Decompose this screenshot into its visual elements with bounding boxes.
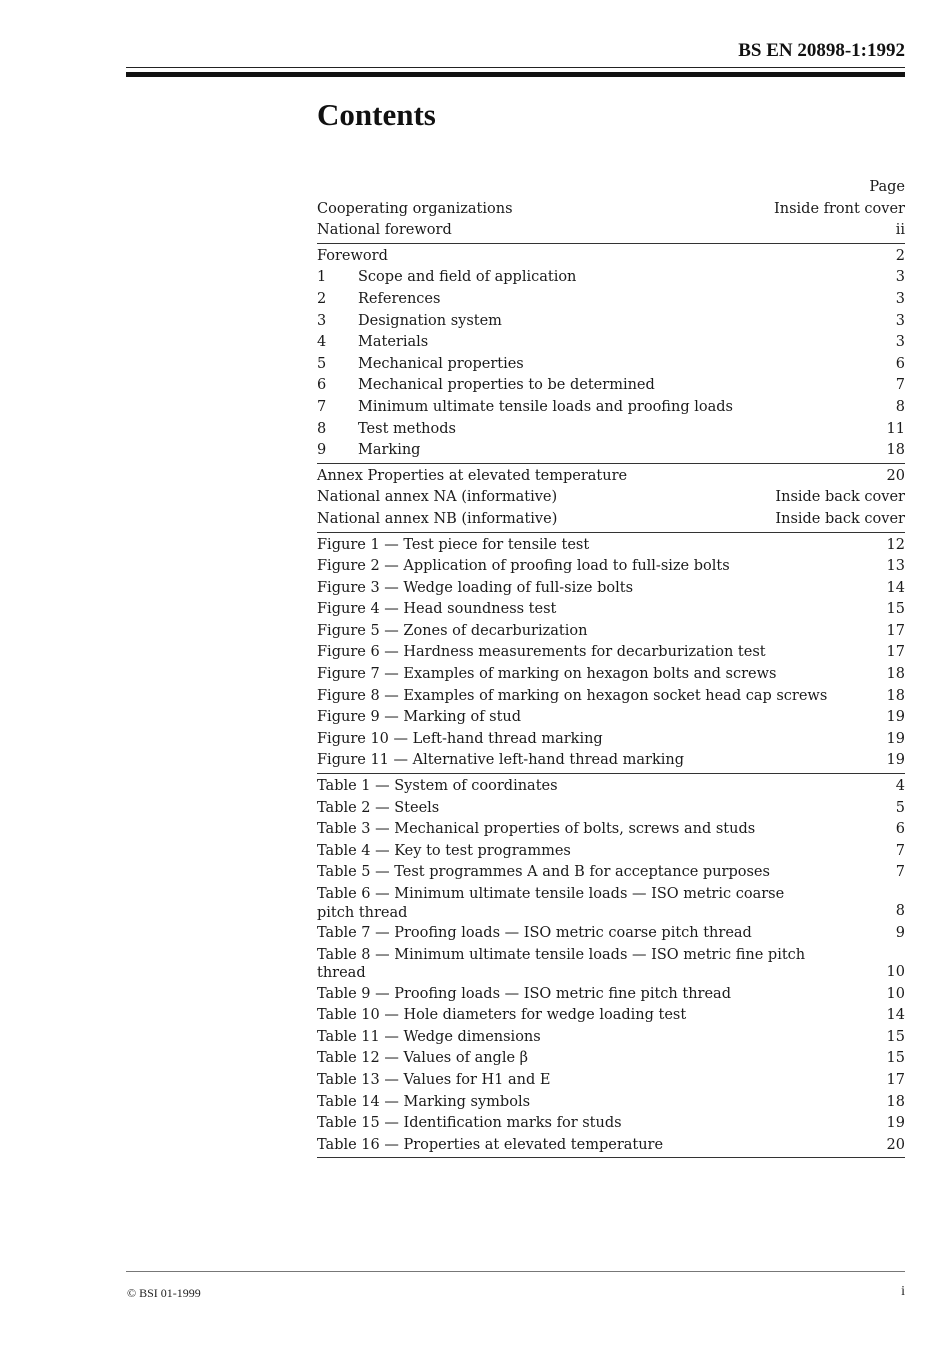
toc-entry[interactable]	[317, 1027, 905, 1049]
toc-entry-page: 7	[895, 842, 905, 859]
toc-entry-page: 2	[895, 247, 905, 264]
toc-entry[interactable]	[317, 556, 905, 578]
toc-entry-page: 18	[886, 666, 905, 683]
toc-entry-label: Annex Properties at elevated temperature	[317, 467, 628, 484]
toc-entry[interactable]	[317, 945, 905, 984]
page-title: Contents	[317, 97, 436, 132]
header-rule-thin	[126, 67, 905, 68]
toc-entry-label: Table 11 — Wedge dimensions	[317, 1028, 541, 1045]
toc-entry[interactable]	[317, 621, 905, 643]
clause-number: 8	[317, 420, 327, 437]
toc-entry[interactable]	[317, 984, 905, 1006]
toc-entry-page: 17	[886, 1071, 905, 1088]
table-of-contents	[317, 177, 905, 1158]
toc-entry-page: Inside back cover	[775, 510, 905, 527]
toc-entry-label: Figure 7 — Examples of marking on hexagon bolts and screws	[317, 666, 777, 683]
toc-entry[interactable]	[317, 884, 905, 923]
clause-number: 4	[317, 334, 327, 351]
toc-entry-label: Designation system	[358, 312, 502, 329]
toc-entry-label: Mechanical properties to be determined	[358, 377, 655, 394]
toc-entry[interactable]	[317, 599, 905, 621]
toc-entry-label: Figure 9 — Marking of stud	[317, 709, 522, 726]
toc-entry-page: 15	[886, 601, 905, 618]
toc-entry[interactable]	[317, 750, 905, 772]
toc-entry[interactable]	[317, 220, 905, 242]
toc-entry-page: 19	[886, 709, 905, 726]
toc-entry[interactable]	[317, 289, 905, 311]
toc-entry-page: 12	[886, 536, 905, 553]
toc-entry-page: 20	[886, 1136, 905, 1153]
clause-number: 3	[317, 312, 327, 329]
toc-entry-label: Table 6 — Minimum ultimate tensile loads — ISO metric coarse pitch thread	[317, 886, 785, 921]
toc-entry-page: 7	[895, 864, 905, 881]
toc-entry[interactable]	[317, 862, 905, 884]
clause-number: 6	[317, 377, 327, 394]
clause-number: 7	[317, 398, 327, 415]
clause-number: 1	[317, 269, 327, 286]
toc-entry-label: Table 4 — Key to test programmes	[317, 842, 571, 859]
toc-entry-page: 17	[886, 622, 905, 639]
toc-entry-label: Table 15 — Identification marks for studs	[317, 1115, 622, 1132]
toc-entry-label: Figure 11 — Alternative left-hand thread marking	[317, 752, 684, 769]
toc-entry-page: 8	[895, 903, 905, 920]
toc-entry-page: 13	[886, 558, 905, 575]
toc-entry-page: 15	[886, 1028, 905, 1045]
toc-entry-label: Table 16 — Properties at elevated temperature	[317, 1136, 664, 1153]
toc-entry-label: Table 13 — Values for H1 and E	[317, 1071, 551, 1088]
toc-entry[interactable]	[317, 246, 905, 268]
toc-entry[interactable]	[317, 487, 905, 509]
toc-entry[interactable]	[317, 419, 905, 441]
toc-entry-label: Table 7 — Proofing loads — ISO metric coarse pitch thread	[317, 925, 752, 941]
toc-entry[interactable]	[317, 729, 905, 751]
toc-entry-page: 19	[886, 1115, 905, 1132]
toc-entry-page: 14	[886, 579, 905, 596]
page-number: i	[901, 1284, 905, 1299]
toc-entry-label: Minimum ultimate tensile loads and proofing loads	[358, 398, 733, 415]
toc-entry-page: 10	[886, 985, 905, 1002]
toc-entry-label: Figure 6 — Hardness measurements for decarburization test	[317, 644, 766, 661]
toc-entry-label: Cooperating organizations	[317, 200, 513, 217]
toc-entry[interactable]	[317, 664, 905, 686]
toc-entry-label: Table 3 — Mechanical properties of bolts, screws and studs	[317, 821, 756, 838]
toc-entry-label: Table 14 — Marking symbols	[317, 1093, 531, 1110]
toc-entry-page: 15	[886, 1050, 905, 1067]
toc-entry-label: Foreword	[317, 247, 388, 264]
footer-rule	[126, 1271, 905, 1272]
toc-entry-page: 4	[895, 778, 905, 795]
toc-entry-label: Table 9 — Proofing loads — ISO metric fine pitch thread	[317, 985, 731, 1002]
toc-entry-page: 18	[886, 687, 905, 704]
toc-entry-label: Figure 5 — Zones of decarburization	[317, 622, 588, 639]
toc-group-tables	[317, 776, 905, 1158]
toc-entry-page: 3	[895, 334, 905, 351]
toc-entry[interactable]	[317, 1048, 905, 1070]
toc-entry-page: 9	[895, 925, 905, 941]
toc-entry-label: Figure 8 — Examples of marking on hexagon socket head cap screws	[317, 687, 828, 704]
toc-entry-page: 6	[895, 355, 905, 372]
toc-entry-page: 8	[895, 398, 905, 415]
toc-entry[interactable]	[317, 798, 905, 820]
toc-entry[interactable]	[317, 535, 905, 557]
clause-number: 9	[317, 442, 327, 459]
toc-entry-label: Table 2 — Steels	[317, 799, 440, 816]
toc-entry[interactable]	[317, 267, 905, 289]
toc-entry[interactable]	[317, 923, 905, 945]
toc-entry[interactable]	[317, 819, 905, 841]
toc-entry[interactable]	[317, 1092, 905, 1114]
toc-entry-page: Inside back cover	[775, 489, 905, 506]
document-id: BS EN 20898-1:1992	[738, 40, 905, 61]
toc-entry[interactable]	[317, 1113, 905, 1135]
toc-entry-page: 17	[886, 644, 905, 661]
copyright-notice: © BSI 01-1999	[127, 1286, 201, 1300]
toc-entry-label: Figure 10 — Left-hand thread marking	[317, 730, 603, 747]
toc-entry-page: 14	[886, 1007, 905, 1024]
clause-number: 5	[317, 355, 327, 372]
toc-entry-label: Table 8 — Minimum ultimate tensile loads — ISO metric fine pitch thread	[317, 946, 806, 982]
toc-entry-label: References	[358, 290, 441, 307]
toc-entry[interactable]	[317, 1135, 905, 1157]
toc-entry[interactable]	[317, 776, 905, 798]
toc-entry-label: Figure 2 — Application of proofing load to full-size bolts	[317, 558, 730, 575]
toc-entry-page: ii	[895, 222, 905, 239]
toc-entry-page: 5	[895, 799, 905, 816]
toc-entry-page: 10	[886, 964, 905, 980]
toc-entry[interactable]	[317, 440, 905, 462]
toc-entry[interactable]	[317, 642, 905, 664]
toc-group-annexes	[317, 466, 905, 533]
toc-entry[interactable]	[317, 509, 905, 531]
toc-entry-page: 6	[895, 821, 905, 838]
toc-entry-label: National annex NB (informative)	[317, 510, 558, 527]
toc-entry-label: Figure 1 — Test piece for tensile test	[317, 536, 590, 553]
toc-group-clauses	[317, 246, 905, 464]
toc-entry-label: National foreword	[317, 222, 452, 239]
toc-entry-label: Marking	[358, 442, 421, 459]
toc-entry-page: 19	[886, 730, 905, 747]
toc-entry-label: Figure 4 — Head soundness test	[317, 601, 557, 618]
toc-entry[interactable]	[317, 354, 905, 376]
toc-entry[interactable]	[317, 199, 905, 221]
toc-entry[interactable]	[317, 375, 905, 397]
toc-entry-page: 19	[886, 752, 905, 769]
toc-entry-page: 18	[886, 442, 905, 459]
toc-entry[interactable]	[317, 466, 905, 488]
toc-entry[interactable]	[317, 1070, 905, 1092]
toc-entry-page: 3	[895, 290, 905, 307]
page-column-header: Page	[869, 179, 905, 195]
toc-entry-page: 20	[886, 467, 905, 484]
toc-group-front-matter	[317, 199, 905, 244]
toc-entry[interactable]	[317, 686, 905, 708]
toc-entry-label: Materials	[358, 334, 429, 351]
toc-entry-label: Table 10 — Hole diameters for wedge loading test	[317, 1007, 687, 1024]
toc-entry[interactable]	[317, 332, 905, 354]
toc-entry[interactable]	[317, 578, 905, 600]
toc-entry-label: Mechanical properties	[358, 355, 524, 372]
toc-entry-label: National annex NA (informative)	[317, 489, 558, 506]
header-rule-thick	[126, 72, 905, 77]
toc-entry[interactable]	[317, 841, 905, 863]
toc-entry-label: Test methods	[358, 420, 456, 437]
toc-entry[interactable]	[317, 397, 905, 419]
toc-entry-label: Scope and field of application	[358, 269, 577, 286]
toc-entry-page: 18	[886, 1093, 905, 1110]
toc-entry[interactable]	[317, 1005, 905, 1027]
toc-entry-label: Table 12 — Values of angle β	[317, 1050, 529, 1067]
toc-entry-page: Inside front cover	[774, 200, 905, 217]
toc-entry-page: 11	[886, 420, 905, 437]
toc-entry-label: Table 5 — Test programmes A and B for acceptance purposes	[317, 864, 770, 881]
clause-number: 2	[317, 290, 327, 307]
toc-entry-page: 7	[895, 377, 905, 394]
toc-entry-label: Table 1 — System of coordinates	[317, 778, 558, 795]
toc-entry[interactable]	[317, 707, 905, 729]
toc-group-figures	[317, 535, 905, 775]
toc-entry-page: 3	[895, 269, 905, 286]
toc-entry-label: Figure 3 — Wedge loading of full-size bolts	[317, 579, 634, 596]
toc-entry[interactable]	[317, 311, 905, 333]
toc-entry-page: 3	[895, 312, 905, 329]
